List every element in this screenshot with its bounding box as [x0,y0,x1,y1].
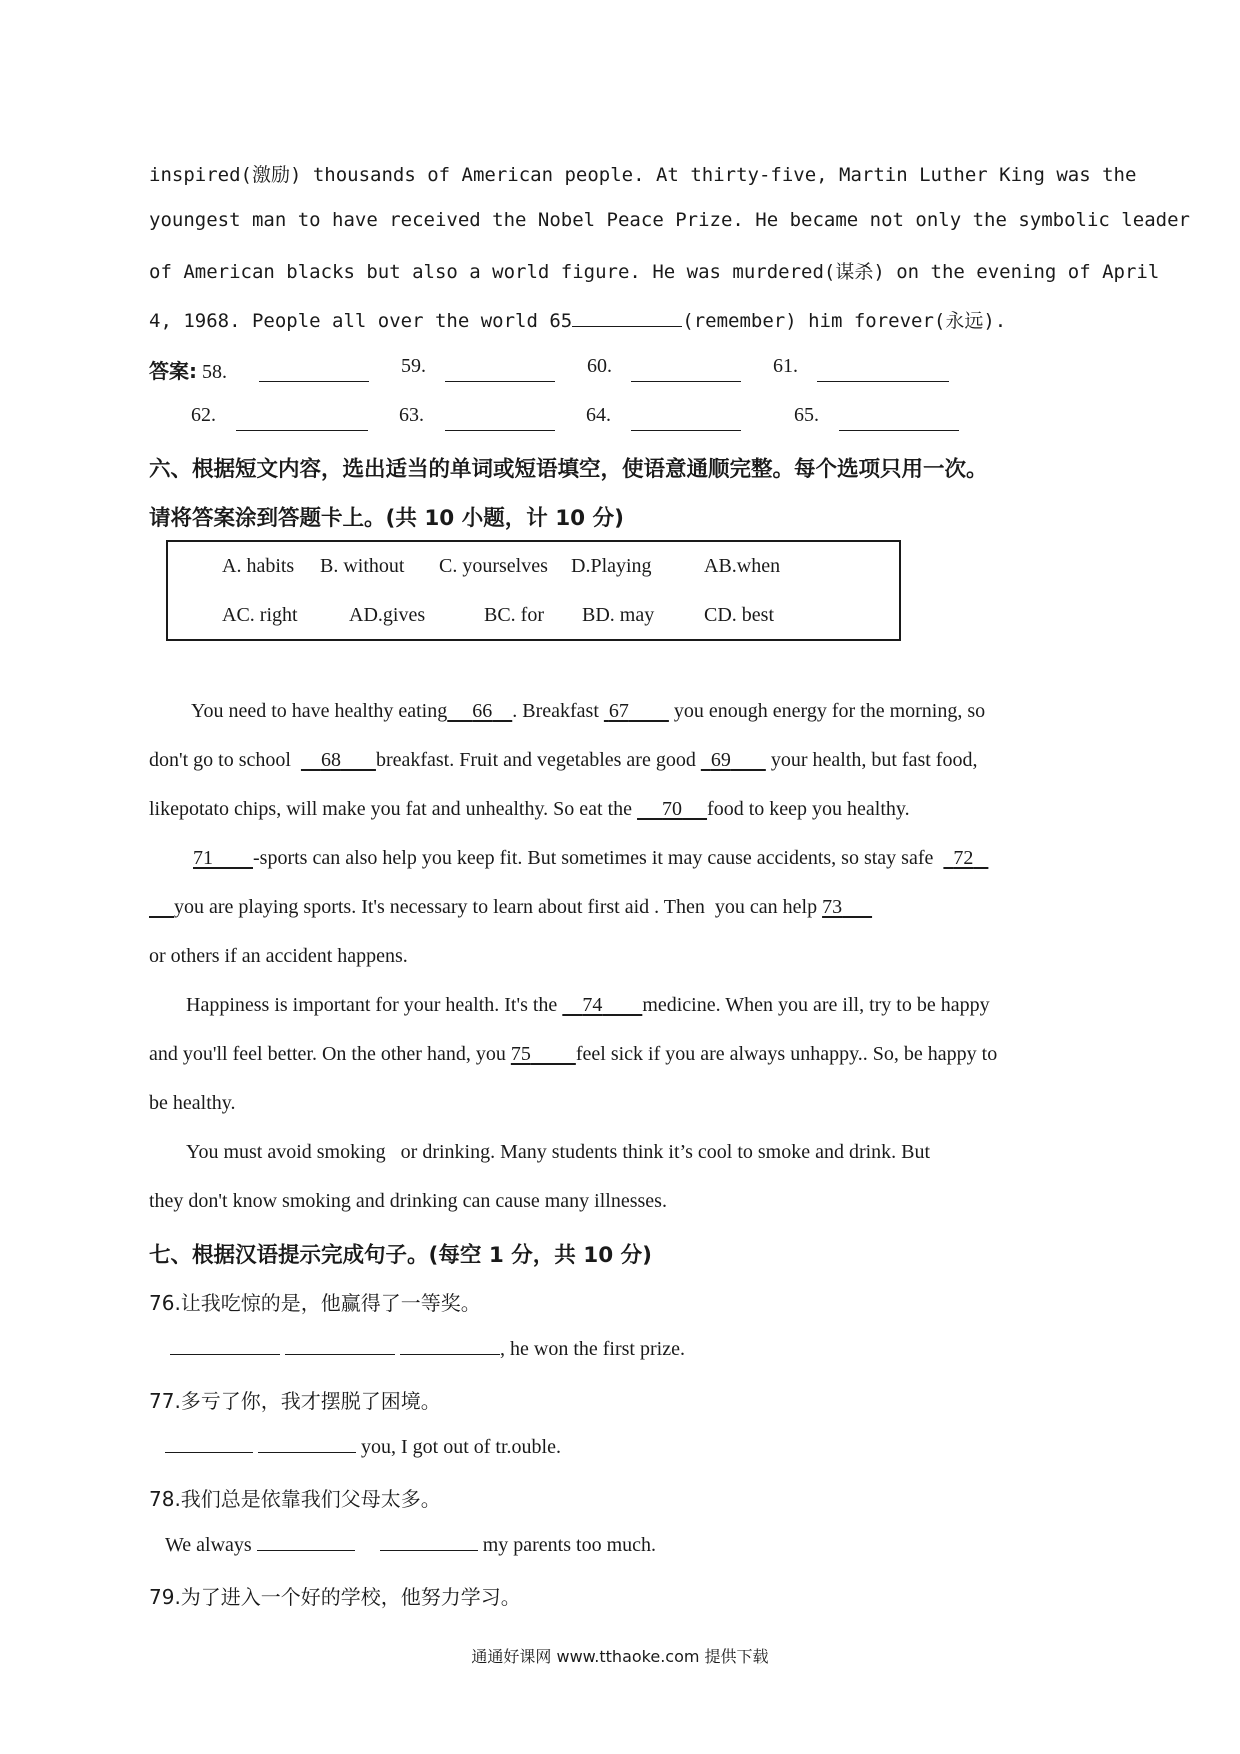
q76-blank-3[interactable] [400,1336,500,1355]
question-77-sentence: you, I got out of tr.ouble. [165,1434,561,1459]
question-76-prompt: 76.让我吃惊的是，他赢得了一等奖。 [149,1291,481,1315]
q76-blank-2[interactable] [285,1336,395,1355]
passage-line-4-end: (remember) him forever(永远). [682,310,1007,332]
option-b: B. without [320,555,405,577]
blank-71[interactable]: 71 [193,847,213,869]
passage-line-3: of American blacks but also a world figure. He was murdered(谋杀) on the evening of April [149,261,1160,283]
blank-70[interactable]: 70 [662,798,683,820]
blank-68[interactable]: 68 [320,749,341,771]
blank-66[interactable]: 66 [472,700,493,722]
option-ac: AC. right [222,604,298,626]
option-bd: BD. may [582,604,655,626]
paragraph-3-line-3: be healthy. [149,1092,236,1114]
answer-num-65: 65. [794,404,819,426]
paragraph-4-line-2: they don't know smoking and drinking can cause many illnesses. [149,1190,667,1212]
answer-num-64: 64. [586,404,611,426]
option-ab: AB.when [704,555,781,577]
question-77-prompt: 77.多亏了你，我才摆脱了困境。 [149,1389,441,1413]
option-ad: AD.gives [349,604,426,626]
answer-label: 答案: 58. [149,359,227,383]
answer-blank-63[interactable] [445,412,555,431]
answer-blank-60[interactable] [631,363,741,382]
blank-74[interactable]: 74 [582,994,603,1016]
q76-blank-1[interactable] [170,1336,280,1355]
passage-line-1: inspired(激励) thousands of American people. At thirty-five, Martin Luther King was the [149,164,1137,186]
paragraph-1-line-2: don't go to school 68 breakfast. Fruit and vegetables are good 69 your health, but fast food, [149,749,978,771]
paragraph-2-line-2: you are playing sports. It's necessary to learn about first aid . Then you can help 73 [149,896,872,919]
paragraph-3-line-2: and you'll feel better. On the other hand, you 75 feel sick if you are always unhappy.. So, be happy to [149,1043,998,1065]
page-footer: 通通好课网 www.tthaoke.com 提供下载 [471,1647,769,1666]
question-78-prompt: 78.我们总是依靠我们父母太多。 [149,1487,441,1511]
answer-blank-62[interactable] [236,412,368,431]
answer-blank-65-sheet[interactable] [839,412,959,431]
answer-num-61: 61. [773,355,798,377]
option-c: C. yourselves [439,555,548,577]
section-6-title-line-2: 请将答案涂到答题卡上。(共 10 小题，计 10 分) [149,506,624,531]
option-cd: CD. best [704,604,774,626]
answer-num-60: 60. [587,355,612,377]
answer-blank-58[interactable] [259,363,369,382]
blank-73[interactable]: 73 [822,896,843,918]
paragraph-2-line-1: 71 -sports can also help you keep fit. But sometimes it may cause accidents, so stay safe 72 [193,847,988,870]
option-a: A. habits [222,555,295,577]
paragraph-4-line-1: You must avoid smoking or drinking. Many students think it’s cool to smoke and drink. But [186,1141,931,1163]
answer-num-63: 63. [399,404,424,426]
passage-line-2: youngest man to have received the Nobel Peace Prize. He became not only the symbolic leader [149,209,1190,231]
blank-72-cont [149,896,174,918]
answer-blank-64[interactable] [631,412,741,431]
blank-67[interactable]: 67 [608,700,629,722]
q77-blank-1[interactable] [165,1434,253,1453]
passage-line-4-start: 4, 1968. People all over the world 65 [149,310,573,332]
q78-blank-1[interactable] [257,1532,355,1551]
blank-72[interactable]: 72 [953,847,974,869]
question-79-prompt: 79.为了进入一个好的学校，他努力学习。 [149,1585,521,1609]
answer-num-62: 62. [191,404,216,426]
question-76-sentence: , he won the first prize. [170,1336,685,1361]
blank-75[interactable]: 75 [510,1043,531,1065]
answer-num-59: 59. [401,355,426,377]
option-bc: BC. for [484,604,544,626]
answer-num-58: 58. [202,361,227,383]
option-d: D.Playing [571,555,652,577]
answer-blank-59[interactable] [445,363,555,382]
q78-blank-2[interactable] [380,1532,478,1551]
blank-69[interactable]: 69 [710,749,731,771]
q77-blank-2[interactable] [258,1434,356,1453]
section-7-title: 七、根据汉语提示完成句子。(每空 1 分，共 10 分) [149,1243,652,1268]
paragraph-1-line-1: You need to have healthy eating 66 . Breakfast 67 you enough energy for the morning, so [191,700,986,722]
paragraph-2-line-3: or others if an accident happens. [149,945,408,967]
paragraph-3-line-1: Happiness is important for your health. It's the 74 medicine. When you are ill, try to be happy [186,994,990,1016]
blank-65[interactable] [572,308,682,327]
passage-line-4 [149,306,1006,333]
answer-blank-61[interactable] [817,363,949,382]
question-78-sentence: We always my parents too much. [165,1534,657,1556]
section-6-title-line-1: 六、根据短文内容，选出适当的单词或短语填空，使语意通顺完整。每个选项只用一次。 [149,457,988,482]
paragraph-1-line-3: likepotato chips, will make you fat and unhealthy. So eat the 70 food to keep you healthy. [149,798,910,820]
